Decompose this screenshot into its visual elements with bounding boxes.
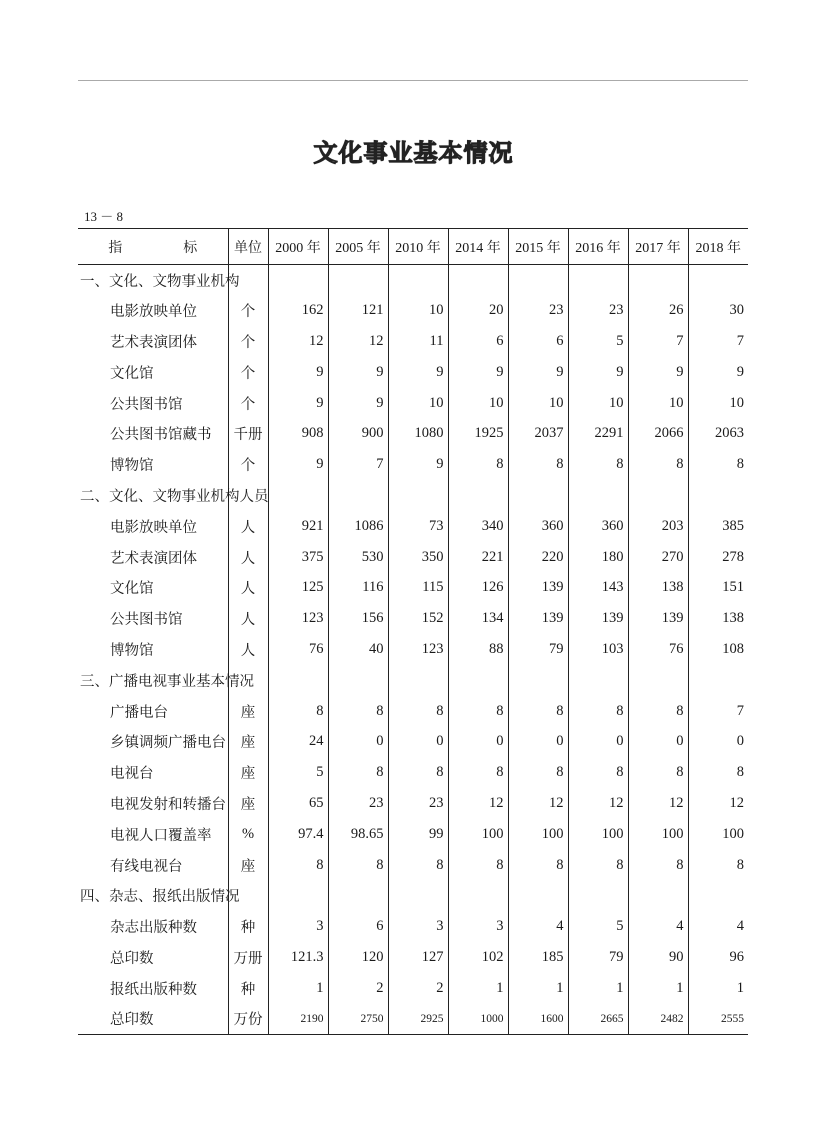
value-cell: 12 [268, 326, 328, 357]
header-year: 2016 年 [568, 229, 628, 265]
value-cell: 375 [268, 542, 328, 573]
culture-statistics-table [78, 228, 748, 1035]
value-cell: 9 [568, 357, 628, 388]
value-cell: 10 [628, 388, 688, 419]
value-cell: 8 [328, 696, 388, 727]
value-cell: 98.65 [328, 819, 388, 850]
indicator-name: 公共图书馆 [110, 612, 183, 629]
table-row [78, 819, 748, 850]
empty-cell [328, 265, 388, 296]
value-cell: 8 [388, 757, 448, 788]
value-cell: 6 [448, 326, 508, 357]
value-cell: 2925 [388, 1004, 448, 1035]
value-cell: 100 [568, 819, 628, 850]
value-cell: 9 [628, 357, 688, 388]
value-cell: 1 [568, 973, 628, 1004]
value-cell: 8 [388, 850, 448, 881]
header-year: 2014 年 [448, 229, 508, 265]
table-row [78, 511, 748, 542]
value-cell: 10 [568, 388, 628, 419]
value-cell: 120 [328, 942, 388, 973]
value-cell: 24 [268, 726, 328, 757]
value-cell: 90 [628, 942, 688, 973]
value-cell: 9 [328, 357, 388, 388]
empty-cell [268, 665, 328, 696]
indicator-name: 电视人口覆盖率 [110, 827, 212, 844]
empty-cell [568, 265, 628, 296]
value-cell: 5 [568, 326, 628, 357]
unit-cell: 万份 [228, 1004, 268, 1035]
value-cell: 8 [508, 757, 568, 788]
value-cell: 12 [688, 788, 748, 819]
value-cell: 7 [688, 696, 748, 727]
value-cell: 8 [268, 850, 328, 881]
header-rule [78, 80, 748, 81]
value-cell: 900 [328, 418, 388, 449]
value-cell: 9 [328, 388, 388, 419]
value-cell: 8 [688, 449, 748, 480]
unit-cell: 万册 [228, 942, 268, 973]
value-cell: 12 [568, 788, 628, 819]
value-cell: 20 [448, 295, 508, 326]
value-cell: 9 [388, 449, 448, 480]
value-cell: 23 [328, 788, 388, 819]
value-cell: 139 [628, 603, 688, 634]
empty-cell [328, 480, 388, 511]
header-year: 2005 年 [328, 229, 388, 265]
value-cell: 2 [328, 973, 388, 1004]
table-row [78, 295, 748, 326]
indicator-name: 博物馆 [110, 642, 154, 659]
unit-cell: 人 [228, 572, 268, 603]
value-cell: 0 [388, 726, 448, 757]
value-cell: 76 [268, 634, 328, 665]
value-cell: 3 [448, 911, 508, 942]
unit-cell: 个 [228, 357, 268, 388]
value-cell: 10 [388, 388, 448, 419]
value-cell: 6 [508, 326, 568, 357]
value-cell: 100 [448, 819, 508, 850]
value-cell: 30 [688, 295, 748, 326]
indicator-name: 博物馆 [110, 458, 154, 475]
value-cell: 96 [688, 942, 748, 973]
value-cell: 8 [328, 757, 388, 788]
value-cell: 23 [568, 295, 628, 326]
empty-cell [568, 665, 628, 696]
section-title: 四、杂志、报纸出版情况 [80, 889, 240, 906]
unit-cell: 座 [228, 757, 268, 788]
empty-cell [388, 665, 448, 696]
value-cell: 5 [268, 757, 328, 788]
value-cell: 121 [328, 295, 388, 326]
table-body [78, 265, 748, 1035]
empty-cell [568, 880, 628, 911]
empty-cell [508, 880, 568, 911]
empty-cell [448, 480, 508, 511]
value-cell: 156 [328, 603, 388, 634]
value-cell: 1 [508, 973, 568, 1004]
indicator-name: 广播电台 [110, 704, 168, 721]
table-row [78, 418, 748, 449]
unit-cell: 人 [228, 634, 268, 665]
empty-cell [628, 880, 688, 911]
empty-cell [688, 265, 748, 296]
table-code: 13 － 8 [84, 209, 124, 224]
value-cell: 2482 [628, 1004, 688, 1035]
value-cell: 139 [568, 603, 628, 634]
indicator-name: 报纸出版种数 [110, 981, 197, 998]
value-cell: 12 [508, 788, 568, 819]
indicator-name: 电影放映单位 [110, 304, 197, 321]
value-cell: 9 [268, 449, 328, 480]
unit-cell: 人 [228, 603, 268, 634]
table-row [78, 973, 748, 1004]
empty-cell [388, 880, 448, 911]
value-cell: 9 [508, 357, 568, 388]
value-cell: 278 [688, 542, 748, 573]
empty-cell [628, 480, 688, 511]
value-cell: 23 [388, 788, 448, 819]
value-cell: 8 [448, 850, 508, 881]
value-cell: 79 [568, 942, 628, 973]
value-cell: 908 [268, 418, 328, 449]
empty-cell [388, 265, 448, 296]
header-unit: 单位 [228, 229, 268, 265]
value-cell: 65 [268, 788, 328, 819]
value-cell: 151 [688, 572, 748, 603]
table-row [78, 449, 748, 480]
value-cell: 1 [688, 973, 748, 1004]
value-cell: 40 [328, 634, 388, 665]
value-cell: 7 [328, 449, 388, 480]
value-cell: 12 [328, 326, 388, 357]
value-cell: 115 [388, 572, 448, 603]
value-cell: 2066 [628, 418, 688, 449]
value-cell: 340 [448, 511, 508, 542]
section-row [78, 265, 748, 296]
value-cell: 4 [628, 911, 688, 942]
value-cell: 10 [688, 388, 748, 419]
table-row [78, 942, 748, 973]
value-cell: 0 [508, 726, 568, 757]
empty-cell [448, 265, 508, 296]
unit-cell: 个 [228, 326, 268, 357]
value-cell: 0 [328, 726, 388, 757]
value-cell: 121.3 [268, 942, 328, 973]
value-cell: 26 [628, 295, 688, 326]
unit-cell: 个 [228, 295, 268, 326]
value-cell: 8 [508, 449, 568, 480]
value-cell: 1086 [328, 511, 388, 542]
section-row [78, 880, 748, 911]
value-cell: 8 [448, 757, 508, 788]
empty-cell [628, 665, 688, 696]
indicator-name: 有线电视台 [110, 858, 183, 875]
value-cell: 1 [628, 973, 688, 1004]
value-cell: 152 [388, 603, 448, 634]
value-cell: 221 [448, 542, 508, 573]
unit-cell: 人 [228, 542, 268, 573]
table-row [78, 603, 748, 634]
indicator-name: 艺术表演团体 [110, 334, 197, 351]
value-cell: 76 [628, 634, 688, 665]
empty-cell [388, 480, 448, 511]
value-cell: 8 [508, 850, 568, 881]
value-cell: 9 [268, 388, 328, 419]
value-cell: 8 [568, 850, 628, 881]
value-cell: 185 [508, 942, 568, 973]
indicator-name: 乡镇调频广播电台 [110, 735, 226, 752]
value-cell: 921 [268, 511, 328, 542]
header-year: 2015 年 [508, 229, 568, 265]
empty-cell [508, 480, 568, 511]
value-cell: 100 [628, 819, 688, 850]
indicator-name: 电视台 [110, 766, 154, 783]
value-cell: 123 [268, 603, 328, 634]
value-cell: 9 [268, 357, 328, 388]
table-row [78, 850, 748, 881]
table-row [78, 357, 748, 388]
indicator-name: 电视发射和转播台 [110, 796, 226, 813]
header-indicator [78, 229, 228, 265]
unit-cell: 个 [228, 449, 268, 480]
value-cell: 88 [448, 634, 508, 665]
table-row [78, 757, 748, 788]
empty-cell [328, 665, 388, 696]
unit-cell: 座 [228, 788, 268, 819]
value-cell: 2037 [508, 418, 568, 449]
page-title: 文化事业基本情况 [313, 138, 514, 167]
value-cell: 4 [688, 911, 748, 942]
header-indicator-char-1: 指 [108, 240, 123, 256]
value-cell: 138 [628, 572, 688, 603]
value-cell: 116 [328, 572, 388, 603]
value-cell: 1 [448, 973, 508, 1004]
value-cell: 11 [388, 326, 448, 357]
value-cell: 5 [568, 911, 628, 942]
empty-cell [508, 265, 568, 296]
value-cell: 4 [508, 911, 568, 942]
header-year: 2018 年 [688, 229, 748, 265]
indicator-name: 电影放映单位 [110, 519, 197, 536]
value-cell: 102 [448, 942, 508, 973]
value-cell: 12 [628, 788, 688, 819]
value-cell: 270 [628, 542, 688, 573]
unit-cell: 千册 [228, 418, 268, 449]
value-cell: 79 [508, 634, 568, 665]
value-cell: 1080 [388, 418, 448, 449]
empty-cell [688, 480, 748, 511]
value-cell: 6 [328, 911, 388, 942]
empty-cell [448, 880, 508, 911]
indicator-name: 文化馆 [110, 581, 154, 598]
unit-cell: 座 [228, 850, 268, 881]
section-title: 一、文化、文物事业机构 [80, 273, 240, 290]
value-cell: 1925 [448, 418, 508, 449]
value-cell: 2291 [568, 418, 628, 449]
value-cell: 2063 [688, 418, 748, 449]
value-cell: 97.4 [268, 819, 328, 850]
value-cell: 23 [508, 295, 568, 326]
value-cell: 9 [448, 357, 508, 388]
value-cell: 8 [448, 449, 508, 480]
value-cell: 8 [568, 696, 628, 727]
value-cell: 7 [628, 326, 688, 357]
indicator-name: 艺术表演团体 [110, 550, 197, 567]
value-cell: 385 [688, 511, 748, 542]
value-cell: 360 [508, 511, 568, 542]
value-cell: 8 [628, 449, 688, 480]
unit-cell: % [228, 819, 268, 850]
value-cell: 360 [568, 511, 628, 542]
value-cell: 0 [688, 726, 748, 757]
section-row [78, 665, 748, 696]
unit-cell: 种 [228, 973, 268, 1004]
value-cell: 143 [568, 572, 628, 603]
value-cell: 2555 [688, 1004, 748, 1035]
value-cell: 8 [688, 757, 748, 788]
value-cell: 8 [388, 696, 448, 727]
value-cell: 2 [388, 973, 448, 1004]
value-cell: 0 [568, 726, 628, 757]
value-cell: 1000 [448, 1004, 508, 1035]
value-cell: 8 [628, 696, 688, 727]
value-cell: 10 [508, 388, 568, 419]
value-cell: 8 [508, 696, 568, 727]
value-cell: 203 [628, 511, 688, 542]
value-cell: 8 [268, 696, 328, 727]
table-row [78, 911, 748, 942]
value-cell: 8 [568, 449, 628, 480]
value-cell: 8 [448, 696, 508, 727]
table-row [78, 326, 748, 357]
value-cell: 9 [388, 357, 448, 388]
section-title: 二、文化、文物事业机构人员 [80, 488, 269, 505]
empty-cell [688, 880, 748, 911]
value-cell: 3 [268, 911, 328, 942]
empty-cell [688, 665, 748, 696]
value-cell: 2190 [268, 1004, 328, 1035]
unit-cell: 种 [228, 911, 268, 942]
header-year: 2000 年 [268, 229, 328, 265]
value-cell: 127 [388, 942, 448, 973]
section-row [78, 480, 748, 511]
unit-cell: 座 [228, 696, 268, 727]
value-cell: 8 [628, 757, 688, 788]
value-cell: 12 [448, 788, 508, 819]
value-cell: 1 [268, 973, 328, 1004]
value-cell: 100 [688, 819, 748, 850]
value-cell: 10 [448, 388, 508, 419]
table-row [78, 1004, 748, 1035]
unit-cell: 座 [228, 726, 268, 757]
value-cell: 9 [688, 357, 748, 388]
value-cell: 125 [268, 572, 328, 603]
table-row [78, 572, 748, 603]
header-row [78, 229, 748, 265]
value-cell: 139 [508, 603, 568, 634]
value-cell: 162 [268, 295, 328, 326]
value-cell: 123 [388, 634, 448, 665]
value-cell: 0 [448, 726, 508, 757]
value-cell: 138 [688, 603, 748, 634]
value-cell: 134 [448, 603, 508, 634]
value-cell: 10 [388, 295, 448, 326]
value-cell: 108 [688, 634, 748, 665]
indicator-name: 文化馆 [110, 365, 154, 382]
indicator-name: 公共图书馆藏书 [110, 427, 212, 444]
value-cell: 8 [688, 850, 748, 881]
table-row [78, 788, 748, 819]
indicator-name: 公共图书馆 [110, 396, 183, 413]
value-cell: 8 [568, 757, 628, 788]
section-title: 三、广播电视事业基本情况 [80, 673, 254, 690]
empty-cell [448, 665, 508, 696]
empty-cell [568, 480, 628, 511]
empty-cell [628, 265, 688, 296]
value-cell: 3 [388, 911, 448, 942]
value-cell: 0 [628, 726, 688, 757]
indicator-name: 杂志出版种数 [110, 920, 197, 937]
empty-cell [268, 880, 328, 911]
value-cell: 180 [568, 542, 628, 573]
value-cell: 350 [388, 542, 448, 573]
value-cell: 2665 [568, 1004, 628, 1035]
value-cell: 126 [448, 572, 508, 603]
empty-cell [268, 265, 328, 296]
value-cell: 8 [328, 850, 388, 881]
indicator-name: 总印数 [78, 1004, 228, 1035]
unit-cell: 个 [228, 388, 268, 419]
header-year: 2010 年 [388, 229, 448, 265]
value-cell: 139 [508, 572, 568, 603]
unit-cell: 人 [228, 511, 268, 542]
table-row [78, 634, 748, 665]
table-row [78, 726, 748, 757]
table-row [78, 696, 748, 727]
value-cell: 2750 [328, 1004, 388, 1035]
value-cell: 530 [328, 542, 388, 573]
empty-cell [268, 480, 328, 511]
value-cell: 8 [628, 850, 688, 881]
value-cell: 99 [388, 819, 448, 850]
value-cell: 73 [388, 511, 448, 542]
header-year: 2017 年 [628, 229, 688, 265]
header-indicator-char-2: 标 [183, 240, 198, 256]
empty-cell [508, 665, 568, 696]
empty-cell [328, 880, 388, 911]
value-cell: 1600 [508, 1004, 568, 1035]
value-cell: 7 [688, 326, 748, 357]
value-cell: 103 [568, 634, 628, 665]
indicator-name: 总印数 [110, 950, 154, 967]
value-cell: 220 [508, 542, 568, 573]
value-cell: 100 [508, 819, 568, 850]
table-row [78, 542, 748, 573]
table-row [78, 388, 748, 419]
